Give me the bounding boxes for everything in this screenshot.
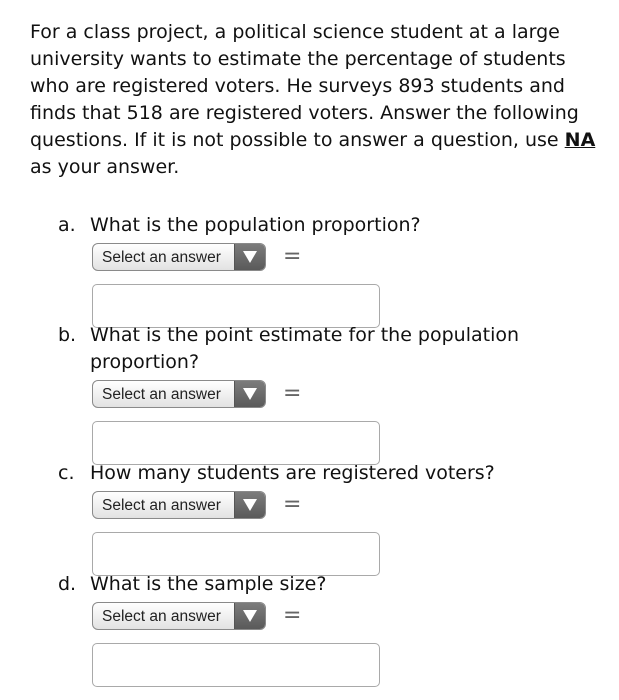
question-d-select-label: Select an answer bbox=[102, 608, 221, 625]
equals-sign: = bbox=[283, 492, 302, 517]
question-c-answer-input[interactable] bbox=[92, 532, 380, 576]
equals-sign: = bbox=[283, 381, 302, 406]
problem-text: For a class project, a political science student at a large university wants to estimate the percentage of students who are registered voters. He surveys 893 students and finds that 518 are registered voters. Answer the following questions. If it is not possible to answer a question, use bbox=[30, 21, 579, 151]
question-a-prompt: What is the population proportion? bbox=[90, 214, 421, 236]
question-d-letter: d. bbox=[58, 573, 77, 595]
question-d bbox=[58, 571, 578, 687]
triangle-down-icon bbox=[243, 388, 257, 401]
question-b bbox=[58, 322, 578, 465]
problem-text-end: as your answer. bbox=[30, 156, 180, 178]
question-d-answer-input[interactable] bbox=[92, 643, 380, 687]
question-c-text bbox=[58, 460, 578, 487]
question-c bbox=[58, 460, 578, 576]
question-d-text bbox=[58, 571, 578, 598]
question-c-letter: c. bbox=[58, 462, 75, 484]
question-a bbox=[58, 212, 578, 328]
dropdown-arrow[interactable] bbox=[234, 244, 265, 270]
dropdown-arrow[interactable] bbox=[234, 603, 265, 629]
equals-sign: = bbox=[283, 244, 302, 269]
question-c-select[interactable] bbox=[92, 491, 266, 519]
question-a-answer-row bbox=[92, 243, 578, 273]
question-d-select[interactable] bbox=[92, 602, 266, 630]
na-emphasis: NA bbox=[564, 129, 596, 151]
triangle-down-icon bbox=[243, 499, 257, 512]
triangle-down-icon bbox=[243, 610, 257, 623]
question-b-select-label: Select an answer bbox=[102, 386, 221, 403]
question-d-prompt: What is the sample size? bbox=[90, 573, 327, 595]
question-c-prompt: How many students are registered voters? bbox=[90, 462, 495, 484]
question-b-answer-input[interactable] bbox=[92, 421, 380, 465]
question-a-letter: a. bbox=[58, 214, 76, 236]
triangle-down-icon bbox=[243, 251, 257, 264]
equals-sign: = bbox=[283, 603, 302, 628]
question-b-text bbox=[58, 322, 578, 376]
question-a-select-label: Select an answer bbox=[102, 249, 221, 266]
question-a-text bbox=[58, 212, 578, 239]
dropdown-arrow[interactable] bbox=[234, 492, 265, 518]
question-d-answer-row bbox=[92, 602, 578, 632]
question-c-select-label: Select an answer bbox=[102, 497, 221, 514]
problem-statement bbox=[30, 19, 605, 181]
question-b-prompt: What is the point estimate for the population proportion? bbox=[90, 324, 520, 373]
dropdown-arrow[interactable] bbox=[234, 381, 265, 407]
question-b-answer-row bbox=[92, 380, 578, 410]
question-c-answer-row bbox=[92, 491, 578, 521]
question-b-letter: b. bbox=[58, 324, 77, 346]
question-a-select[interactable] bbox=[92, 243, 266, 271]
question-b-select[interactable] bbox=[92, 380, 266, 408]
